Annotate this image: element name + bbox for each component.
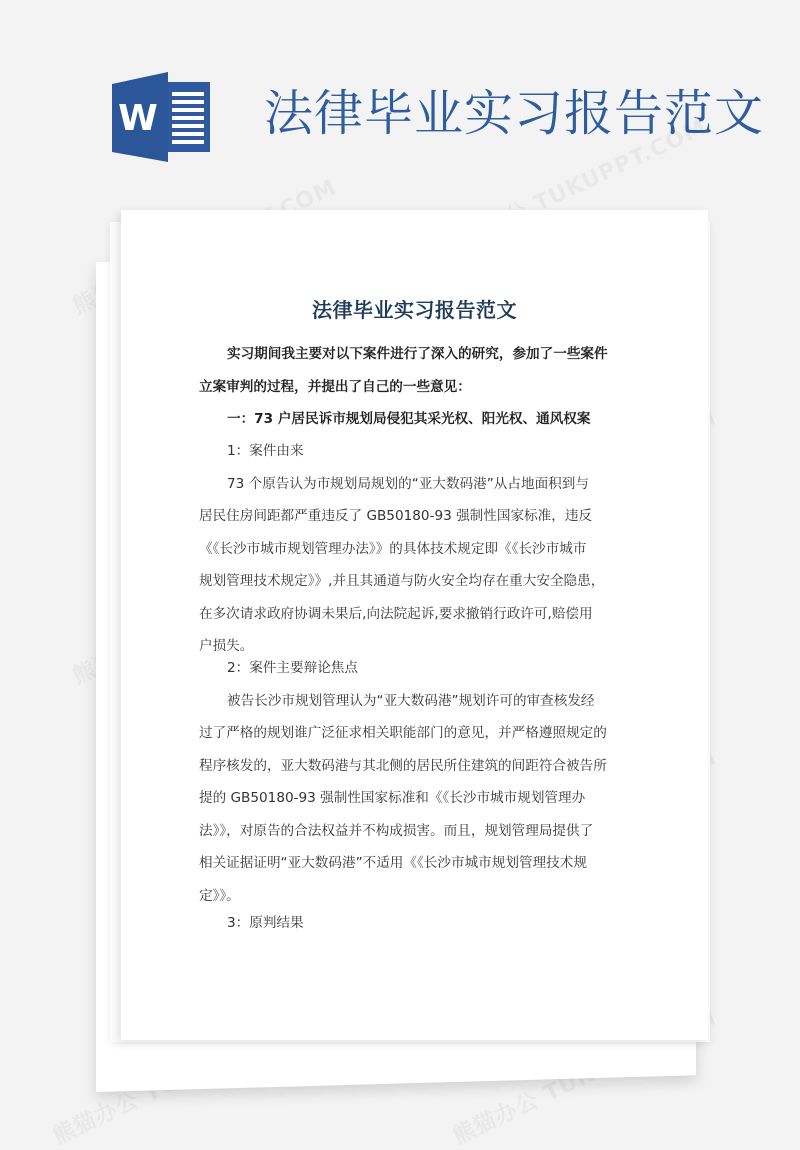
section-heading: 2：案件主要辩论焦点 (227, 660, 358, 676)
section-heading: 1：案件由来 (227, 443, 304, 459)
body-line: 程序核发的，亚大数码港与其北侧的居民所住建筑的间距符合被告所 (199, 757, 607, 774)
body-line: 73 个原告认为市规划局规划的“亚大数码港”从占地面积到与 (227, 475, 589, 492)
body-line: 规划管理技术规定》》,并且其通道与防火安全均存在重大安全隐患， (199, 573, 605, 589)
body-line: 法》》，对原告的合法权益并不构成损害。而且，规划管理局提供了 (199, 822, 594, 839)
body-line: 提的 GB50180-93 强制性国家标准和《《长沙市城市规划管理办 (199, 790, 586, 806)
body-line: 《《长沙市城市规划管理办法》》的具体技术规定即《《长沙市城市 (199, 540, 587, 557)
section-heading: 3：原判结果 (227, 915, 304, 931)
body-line: 定》》。 (199, 887, 240, 904)
body-line: 被告长沙市规划管理认为“亚大数码港”规划许可的审查核发经 (227, 692, 595, 709)
body-line: 居民住房间距都严重违反了 GB50180-93 强制性国家标准，违反 (199, 508, 593, 524)
word-document-icon (110, 72, 212, 162)
body-line: 相关证据证明“亚大数码港”不适用《《长沙市城市规划管理技术规 (199, 855, 587, 871)
body-line: 户损失。 (199, 638, 254, 654)
header-title: 法律毕业实习报告范文 (264, 85, 765, 142)
intro-line: 立案审判的过程，并提出了自己的一些意见： (199, 378, 471, 395)
document-page (121, 210, 708, 1040)
section-3 (199, 907, 639, 940)
intro-line: 实习期间我主要对以下案件进行了深入的研究，参加了一些案件 (227, 346, 608, 362)
case-heading: 一：73 户居民诉市规划局侵犯其采光权、阳光权、通风权案 (227, 411, 591, 427)
svg-text:W: W (118, 98, 158, 139)
body-line: 过了严格的规划谁广泛征求相关职能部门的意见，并严格遵照规定的 (199, 725, 607, 741)
body-line: 在多次请求政府协调未果后,向法院起诉,要求撤销行政许可,赔偿用 (199, 605, 593, 622)
page-header (0, 0, 800, 190)
intro-paragraph (199, 338, 639, 403)
section-2 (199, 652, 639, 912)
document-title: 法律毕业实习报告范文 (312, 298, 517, 322)
section-1 (199, 435, 639, 663)
